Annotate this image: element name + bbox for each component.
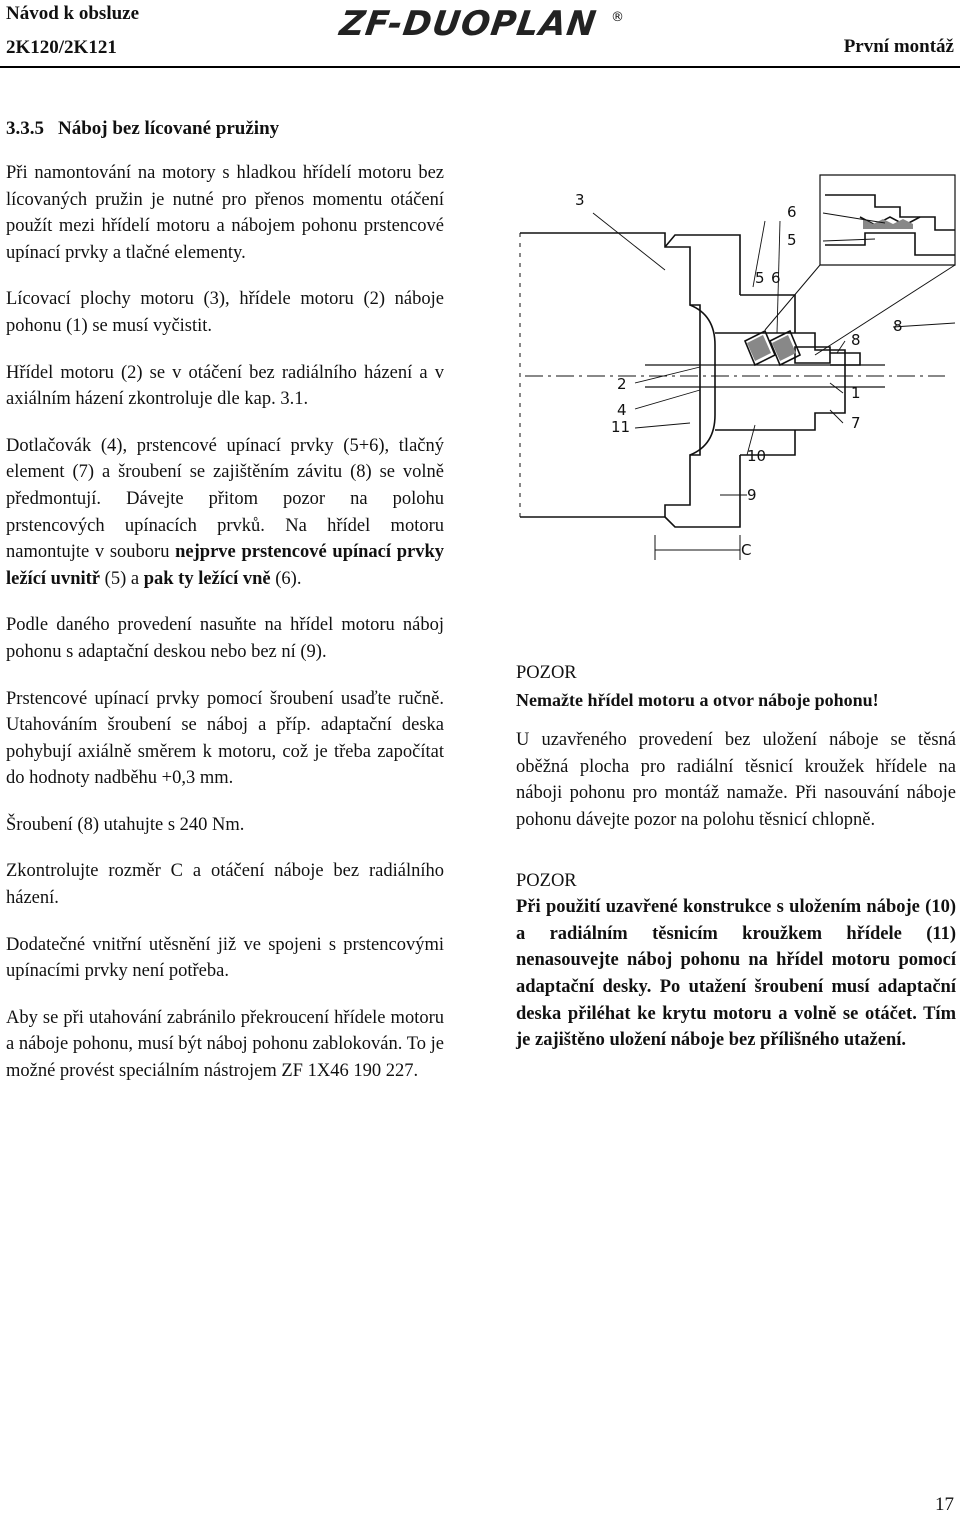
label-9: 9 (747, 486, 757, 504)
logo-text: ZF-DUOPLAN (337, 4, 600, 44)
brand-logo (337, 4, 630, 48)
label-C: C (741, 541, 752, 559)
text-run: (6). (270, 568, 302, 589)
left-column (6, 160, 444, 1105)
label-5: 5 (787, 231, 797, 249)
label-11: 11 (611, 418, 631, 436)
paragraph: Zkontrolujte rozměr C a otáčení náboje bez radiálního házení. (6, 861, 444, 909)
warning-body: U uzavřeného provedení bez uložení náboje se těsná oběžná plocha pro radiální těsnicí kroužek hřídele na náboji pohonu pro montáž namaže. Při nasouvání náboje pohonu dávejte pozor na polohu těsnicí chlopně. (516, 730, 956, 830)
label-8: 8 (851, 331, 861, 349)
warning-note (516, 660, 956, 713)
text-run: Dotlačovák (4), prstencové upínací prvky (5+6), tlačný element (7) a šroubení se zajištěním závitu (8) se volně předmontují. Dávejte přitom pozor na polohu prstencových upínacích prvků. Na hřídel motoru namontujte v souboru (6, 435, 444, 563)
paragraph: Dodatečné vnitřní utěsnění již ve spojeni s prstencovými upínacími prvky není potřeba. (6, 934, 444, 982)
label-8: 8 (893, 317, 903, 335)
right-column (516, 660, 956, 1054)
section-title: Náboj bez lícované pružiny (58, 118, 280, 139)
page-number: 17 (935, 1494, 954, 1515)
section-heading (6, 118, 279, 140)
text-run: (5) a (100, 568, 144, 589)
paragraph: Prstencové upínací prvky pomocí šroubení usaďte ručně. Utahováním šroubení se náboj a příp. adaptační deska pohybují axiálně směrem k motoru, což je třeba započítat do hodnoty nadběhu +0,3 mm. (6, 688, 444, 789)
hub-assembly-drawing (515, 155, 960, 575)
label-4: 4 (617, 401, 627, 419)
label-2: 2 (617, 375, 627, 393)
paragraph: Při namontování na motory s hladkou hřídelí motoru bez lícovaných pružin je nutné pro přenos momentu otáčení použít mezi hřídelí motoru a nábojem pohonu prstencové upínací prvky a tlačné elementy. (6, 163, 444, 263)
label-1: 1 (851, 384, 861, 402)
warning-note (516, 868, 956, 1054)
header-document-info (6, 0, 139, 62)
warning-title: POZOR (516, 663, 577, 683)
paragraph: Šroubení (8) utahujte s 240 Nm. (6, 814, 245, 835)
warning-title: POZOR (516, 870, 577, 891)
paragraph: Hřídel motoru (2) se v otáčení bez radiálního házení a v axiálním házení zkontroluje dle kap. 3.1. (6, 362, 444, 410)
header-manual-label: Návod k obsluze (6, 3, 140, 24)
section-number: 3.3.5 (6, 118, 44, 139)
header-divider (0, 66, 960, 68)
paragraph: Lícovací plochy motoru (3), hřídele motoru (2) náboje pohonu (1) se musí vyčistit. (6, 289, 444, 336)
paragraph: Podle daného provedení nasuňte na hřídel motoru náboj pohonu s adaptační deskou nebo bez ní (9). (6, 615, 444, 662)
label-5: 5 (755, 269, 765, 287)
warning-emphasis: Nemažte hřídel motoru a otvor náboje pohonu! (516, 689, 879, 710)
warning-emphasis: Při použití uzavřené konstrukce s uložením náboje (10) a radiálním těsnicím kroužkem hřídele (11) nenasouvejte náboj pohonu na hřídel motoru pomocí adaptační desky. Po utažení šroubení musí adaptační deska přiléhat ke krytu motoru a volně se otáčet. Tím je zajištěno uložení náboje bez přílišného utažení. (516, 897, 956, 1051)
label-10: 10 (747, 447, 767, 465)
paragraph-assembly (6, 433, 444, 593)
emphasis-outer-then: pak ty ležící vně (143, 568, 271, 589)
header-chapter: První montáž (843, 36, 954, 57)
emphasis-inner-first: nejprve prstencové upínací prvky ležící uvnitř (6, 542, 444, 589)
label-6: 6 (787, 203, 797, 221)
label-6: 6 (771, 269, 781, 287)
label-3: 3 (575, 191, 585, 209)
header-model: 2K120/2K121 (6, 37, 117, 58)
paragraph: Aby se při utahování zabránilo překroucení hřídele motoru a náboje pohonu, musí být náboj pohonu zablokován. To je možné provést speciálním nástrojem ZF 1X46 190 227. (6, 1007, 444, 1082)
label-7: 7 (851, 414, 861, 432)
registered-mark: ® (611, 10, 624, 25)
